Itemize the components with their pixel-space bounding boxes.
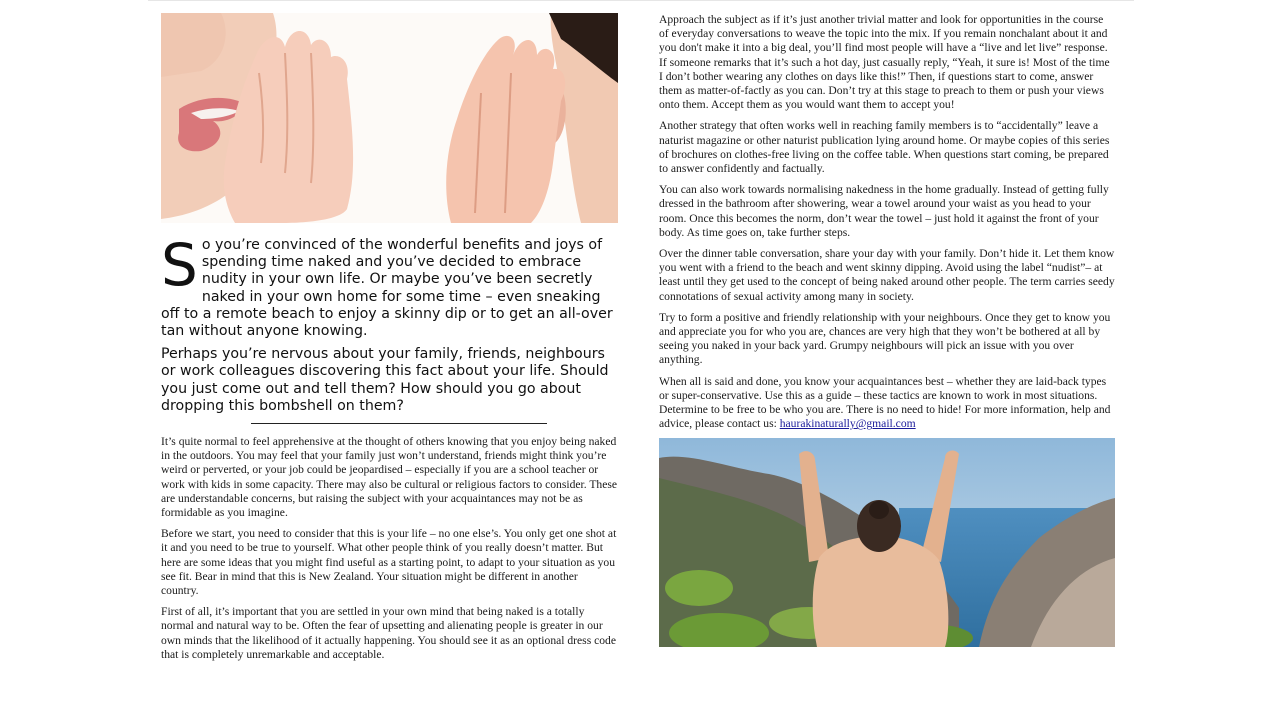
right-body-text: [659, 13, 1115, 431]
brochure-page: [148, 0, 1134, 721]
body-paragraph: Before we start, you need to consider that this is your life – no one else’s. You only get one shot at it and you need to be true to yourself. What other people think of you really doesn’t matter. But here are some ideas that you might find useful as a starting point, to adapt to your situation as you see fit. Bear in mind that this is New Zealand. Your situation might be different in another country.: [161, 527, 617, 598]
body-paragraph: Approach the subject as if it’s just another trivial matter and look for opportunities in the course of everyday conversations to weave the topic into the mix. If you remain nonchalant about it and you don't make it into a big deal, you’ll find most people will have a “live and let live” response. If someone remarks that it’s such a hot day, just casually reply, “Yeah, it sure is! Most of the time I don’t bother wearing any clothes on days like this!” Then, if questions start to come, answer them as matter-of-factly as you can. Don’t try at this stage to preach to them or push your views onto them. Accept them as you would want them to accept you!: [659, 13, 1110, 112]
body-paragraph: Another strategy that often works well in reaching family members is to “accidentally” leave a naturist magazine or other naturist publication lying around home. Or maybe copies of this series of brochures on clothes-free living on the coffee table. When questions start coming, be prepared to answer confidently and factually.: [659, 119, 1110, 176]
left-column: [161, 13, 618, 669]
right-column: [659, 13, 1115, 647]
body-paragraph: Over the dinner table conversation, share your day with your family. Don’t hide it. Let them know you went with a friend to the beach and went skinny dipping. Avoid using the label “nudist”– at least until they get used to the concept of being naked around other people. The term carries seedy connotations of sexual activity among many in society.: [659, 247, 1115, 303]
drop-cap: S: [161, 231, 198, 299]
mountain-hiker-photo: [659, 438, 1115, 647]
body-paragraph: Try to form a positive and friendly relationship with your neighbours. Once they get to know you and appreciate you for who you are, chances are very high that they won’t be bothered at all by seeing you naked in your back yard. Grumpy neighbours will pick an issue with you over anything.: [659, 310, 1111, 367]
intro-paragraph-1: [161, 231, 618, 340]
body-paragraph: It’s quite normal to feel apprehensive at the thought of others knowing that you enjoy being naked in the outdoors. You may feel that your family just won’t understand, friends might think you’re weird or perverted, or your job could be jeopardised – especially if you are a school teacher or work with kids in some capacity. There may also be cultural or religious factors to consider. These are understandable concerns, but raising the subject with your acquaintances may not be as formidable as you imagine.: [161, 435, 618, 520]
mountain-illustration: [659, 438, 1115, 647]
closing-paragraph: [659, 375, 1115, 432]
whisper-listen-photo: [161, 13, 618, 223]
body-paragraph: You can also work towards normalising nakedness in the home gradually. Instead of getting fully dressed in the bathroom after showering, wear a towel around your waist as you head to your room. Once this becomes the norm, don’t wear the towel – just hold it against the front of your body. As time goes on, take further steps.: [659, 183, 1109, 239]
left-body-text: [161, 435, 618, 662]
intro-section: [161, 231, 618, 415]
body-paragraph: First of all, it’s important that you are settled in your own mind that being naked is a totally normal and natural way to be. Often the fear of upsetting and alienating people is greater in our own minds that the likelihood of it actually happening. You should see it as an optional dress code that is completely unremarkable and acceptable.: [161, 605, 616, 661]
intro-paragraph-1-text: o you’re convinced of the wonderful benefits and joys of spending time naked and you’ve decided to embrace nudity in your own life. Or maybe you’ve been secretly naked in your own home for some time – even sneaking off to a remote beach to enjoy a skinny dip or to get an all-over tan without anyone knowing.: [161, 237, 613, 340]
contact-email-link[interactable]: haurakinaturally@gmail.com: [779, 417, 916, 431]
whisper-illustration: [161, 13, 618, 223]
section-divider: [251, 423, 547, 424]
closing-text: When all is said and done, you know your acquaintances best – whether they are laid-back types or super-conservative. Use this as a guide – these tactics are known to work in most situations. Determine to be free to be who you are. There is no need to hide! For more information, help and advice, please contact us:: [659, 374, 1111, 431]
intro-paragraph-2: Perhaps you’re nervous about your family, friends, neighbours or work colleagues discovering this fact about your life. Should you just come out and tell them? How should you go about dropping this bombshell on them?: [161, 346, 609, 414]
